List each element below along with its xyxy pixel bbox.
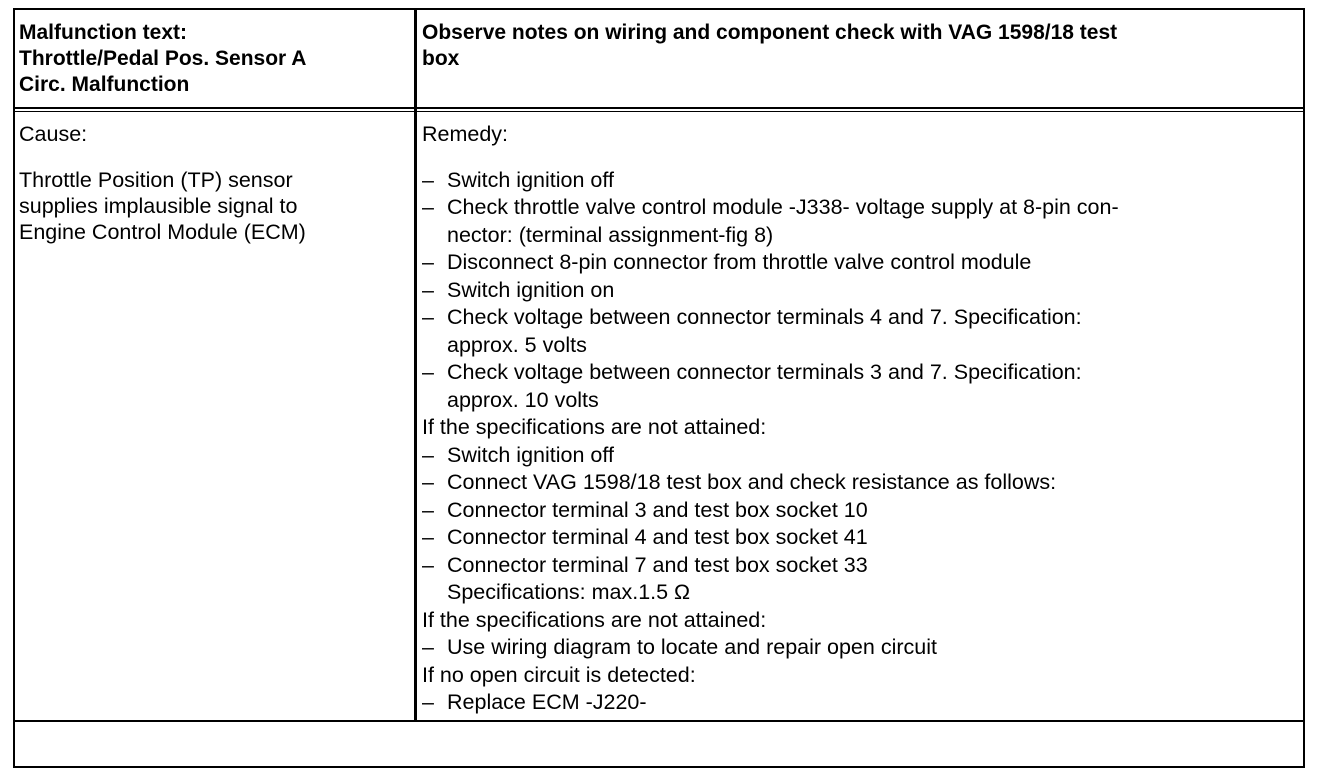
dash-bullet: – <box>422 497 434 522</box>
remedy-text: Connector terminal 4 and test box socket 41 <box>447 525 868 549</box>
remedy-text: Switch ignition off <box>447 442 614 467</box>
cause-label: Cause: <box>19 122 88 146</box>
remedy-step <box>422 222 1297 250</box>
remedy-text: Connect VAG 1598/18 test box and check resistance as follows: <box>447 470 1057 494</box>
observe-notes-heading <box>422 20 1292 72</box>
malfunction-text-heading <box>19 20 409 98</box>
dash-bullet: – <box>422 167 434 192</box>
remedy-step <box>422 194 1297 222</box>
heading-line: Malfunction text: <box>19 21 187 44</box>
remedy-step <box>422 249 1297 277</box>
remedy-text: Disconnect 8-pin connector from throttle valve control module <box>447 250 1032 274</box>
malfunction-table <box>13 8 1305 768</box>
cause-column <box>19 121 409 245</box>
dash-bullet: – <box>422 360 434 384</box>
cause-line: Engine Control Module (ECM) <box>19 220 306 244</box>
remedy-text: approx. 10 volts <box>447 387 599 412</box>
footer-divider <box>15 720 1303 722</box>
remedy-step <box>422 524 1297 552</box>
dash-bullet: – <box>422 525 434 549</box>
dash-bullet: – <box>422 470 434 494</box>
remedy-step <box>422 689 1297 717</box>
remedy-label: Remedy: <box>422 122 509 146</box>
header-divider <box>15 107 1303 112</box>
remedy-text: Switch ignition on <box>447 277 615 302</box>
remedy-step <box>422 167 1297 195</box>
remedy-step <box>422 579 1297 607</box>
remedy-text: Check throttle valve control module -J338- voltage supply at 8-pin con- <box>447 195 1119 219</box>
remedy-step <box>422 332 1297 360</box>
remedy-steps <box>422 167 1297 717</box>
remedy-step <box>422 277 1297 305</box>
remedy-text: Switch ignition off <box>447 167 614 192</box>
remedy-text: Specifications: max.1.5 Ω <box>447 580 691 604</box>
remedy-text: If the specifications are not attained: <box>422 607 767 632</box>
remedy-step <box>422 634 1297 662</box>
heading-line: Circ. Malfunction <box>19 73 190 96</box>
remedy-condition <box>422 607 1297 635</box>
dash-bullet: – <box>422 250 434 274</box>
cause-line: Throttle Position (TP) sensor <box>19 168 293 192</box>
remedy-text: Check voltage between connector terminals 3 and 7. Specification: <box>447 360 1082 384</box>
remedy-text: nector: (terminal assignment-fig 8) <box>447 222 774 247</box>
remedy-step <box>422 442 1297 470</box>
remedy-text: approx. 5 volts <box>447 332 587 357</box>
remedy-step <box>422 469 1297 497</box>
dash-bullet: – <box>422 442 434 467</box>
column-divider <box>414 10 417 720</box>
remedy-step <box>422 304 1297 332</box>
remedy-column <box>422 121 1297 717</box>
remedy-step <box>422 497 1297 525</box>
remedy-text: Connector terminal 3 and test box socket 10 <box>447 497 868 522</box>
cause-line: supplies implausible signal to <box>19 194 298 218</box>
dash-bullet: – <box>422 635 434 659</box>
remedy-text: If the specifications are not attained: <box>422 415 767 439</box>
remedy-text: Replace ECM -J220- <box>447 690 647 714</box>
remedy-text: Use wiring diagram to locate and repair open circuit <box>447 635 937 659</box>
dash-bullet: – <box>422 690 434 714</box>
heading-line: Throttle/Pedal Pos. Sensor A <box>19 47 307 70</box>
remedy-step <box>422 359 1297 387</box>
remedy-condition <box>422 662 1297 690</box>
heading-line: box <box>422 47 460 70</box>
dash-bullet: – <box>422 305 434 329</box>
dash-bullet: – <box>422 552 434 577</box>
remedy-step <box>422 387 1297 415</box>
dash-bullet: – <box>422 277 434 302</box>
remedy-text: Check voltage between connector terminals 4 and 7. Specification: <box>447 305 1082 329</box>
remedy-text: If no open circuit is detected: <box>422 662 696 687</box>
remedy-step <box>422 552 1297 580</box>
remedy-text: Connector terminal 7 and test box socket 33 <box>447 552 868 577</box>
heading-line: Observe notes on wiring and component check with VAG 1598/18 test <box>422 21 1118 44</box>
dash-bullet: – <box>422 195 434 219</box>
remedy-condition <box>422 414 1297 442</box>
